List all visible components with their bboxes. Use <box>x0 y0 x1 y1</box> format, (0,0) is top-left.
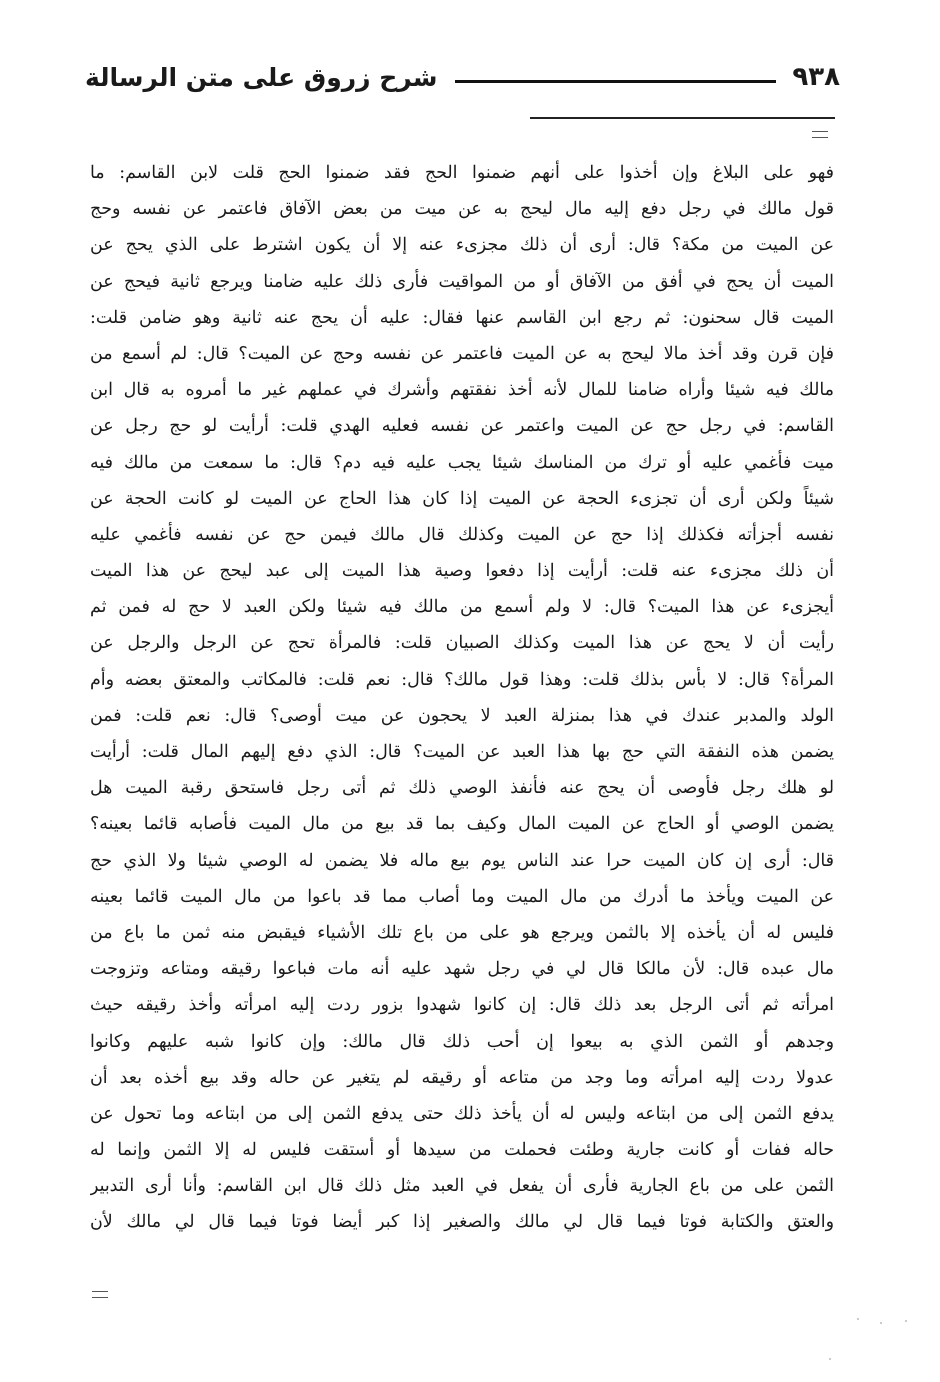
page-number: ٩٣٨ <box>792 62 840 92</box>
text-line: امرأته ثم أتى الرجل بعد ذلك قال: إن كانوا شهدوا بزور ردت إليه امرأته وأخذ رقيقه حيث <box>90 995 834 1016</box>
text-line: عن الميت ويأخذ ما أدرك من مال الميت وما أصاب مما قد باعوا من مال الميت قائما بعينه <box>90 886 834 907</box>
running-header <box>85 55 840 99</box>
text-line: الولد والمدبر عندك في هذا بمنزلة العبد لا يحجون عن ميت أوصى؟ قال: نعم قلت: فمن <box>90 705 834 726</box>
header-underline <box>530 117 835 119</box>
section-mark-bottom <box>92 1291 108 1298</box>
text-line: عن الميت من مكة؟ قال: أرى أن ذلك مجزىء عنه إلا أن يكون اشترط على الذي يحج عن <box>90 235 834 256</box>
text-line: فهو على البلاغ وإن أخذوا على أنهم ضمنوا الحج فقد ضمنوا الحج قلت لابن القاسم: ما <box>90 163 834 183</box>
running-title: شرح زروق على متن الرسالة <box>85 62 438 92</box>
text-line: أن ذلك مجزىء عنه قلت: أرأيت إذا دفعوا وصية هذا الميت إلى عبد ليحج عن هذا الميت <box>90 561 834 582</box>
text-line: فليس له أن يأخذه إلا بالثمن ويرجع هو على من باع تلك الأشياء فيقبض منه ثمن ما باع من <box>90 922 834 943</box>
text-line: القاسم: في رجل حج عن الميت واعتمر عن نفسه فعليه الهدي قلت: أرأيت لو حج رجل عن <box>90 416 834 437</box>
section-mark-top <box>812 131 828 138</box>
text-line: والعتق والكتابة فوتا فيما قال لي مالك والصغير إذا كبر أيضا فوتا فيما قال لي مالك لأن <box>90 1212 834 1233</box>
text-line: عدولا ردت إليه امرأته وما وجد من متاعه أو رقيقه لم يتغير عن حاله وقد بيع أخذه بعد أن <box>90 1067 834 1088</box>
text-line: حاله ففات أو كانت جارية وطئت فحملت من سيدها أو أستقت فليس له إلا الثمن وإنما له <box>90 1140 834 1161</box>
text-line: الثمن على من باع الجارية فأرى أن يفعل في العبد مثل ذلك قال ابن القاسم: وأنا أرى التدبير <box>90 1176 834 1197</box>
scan-speck <box>880 1322 882 1324</box>
text-line: أيجزىء عن هذا الميت؟ قال: لا ولم أسمع من مالك فيه شيئا ولكن العبد لا حج له فمن ثم <box>90 597 834 618</box>
text-line: الميت أن يحج في أفق من الآفاق أو من المواقيت فأرى ذلك عليه ضامنا ويرجع ثانية فيحج عن <box>90 271 834 292</box>
scan-speck <box>905 1320 907 1322</box>
text-line: مالك فيه شيئا وأراه ضامنا للمال لأنه أخذ نفقتهم وأشرك في عملهم غير ما أمروه به قال ابن <box>90 380 834 401</box>
header-rule <box>455 80 776 83</box>
text-line: يضمن هذه النفقة التي حج بها هذا العبد عن الميت؟ قال: الذي دفع إليهم المال قلت: أرأيت <box>90 742 834 762</box>
scan-speck <box>829 1358 831 1360</box>
text-line: المرأة؟ قال: لا بأس بذلك قلت: وهذا قول مالك؟ قال: نعم قلت: فالمكاتب والمعتق بعضه وأم <box>90 669 834 690</box>
text-line: مال عبده قال: لأن مالكا قال لي في رجل شهد عليه أنه مات فباعوا رقيقه ومتاعه وتزوجت <box>90 959 834 980</box>
scan-speck <box>857 1318 859 1320</box>
text-line: قال: أرى إن كان الميت حرا عند الناس يوم بيع ماله فلا يضمن له الوصي شيئا ولا الذي حج <box>90 850 834 871</box>
text-line: نفسه أجزأته فكذلك إذا حج عن الميت وكذلك قال مالك فيمن حج عن نفسه فأغمي عليه <box>90 524 834 545</box>
text-line: وجدهم أو الثمن الذي به بيعوا إن أحب ذلك قال مالك: وإن كانوا شبه عليهم وكانوا <box>90 1031 834 1052</box>
text-line: شيئاً ولكن أرى أن تجزىء الحجة عن الميت إذا كان هذا الحاج عن الميت لو كانت الحجة عن <box>90 488 834 509</box>
text-line: يدفع الثمن إلى من ابتاعه وليس له أن يأخذ ذلك حتى يدفع الثمن إلى من ابتاعه وما تحول عن <box>90 1103 834 1124</box>
text-line: الميت قال سحنون: ثم رجع ابن القاسم عنها فقال: عليه أن يحج عنه ثانية وهو ضامن قلت: <box>90 307 834 328</box>
text-line: قول مالك في رجل دفع إليه مال ليحج به عن ميت من بعض الآفاق فاعتمر عن نفسه وحج <box>90 199 834 220</box>
body-text <box>90 155 834 1241</box>
text-line: لو هلك رجل فأوصى أن يحج عنه فأنفذ الوصي ذلك ثم أتى رجل فاستحق رقبة الميت هل <box>90 778 834 799</box>
text-line: يضمن الوصي أو الحاج عن الميت المال وكيف بما قد بيع من مال الميت فأصابه قائما بعينه؟ <box>90 814 834 835</box>
text-line: رأيت أن لا يحج عن هذا الميت وكذلك الصبيان قلت: فالمرأة تحج عن الرجل والرجل عن <box>90 633 834 654</box>
text-line: ميت فأغمي عليه أو ترك من المناسك شيئا يجب عليه فيه دم؟ قال: ما سمعت من مالك فيه <box>90 452 834 473</box>
text-line: فإن قرن وقد أخذ مالا ليحج به عن الميت فاعتمر عن نفسه وحج عن الميت؟ قال: لم أسمع من <box>90 343 834 364</box>
